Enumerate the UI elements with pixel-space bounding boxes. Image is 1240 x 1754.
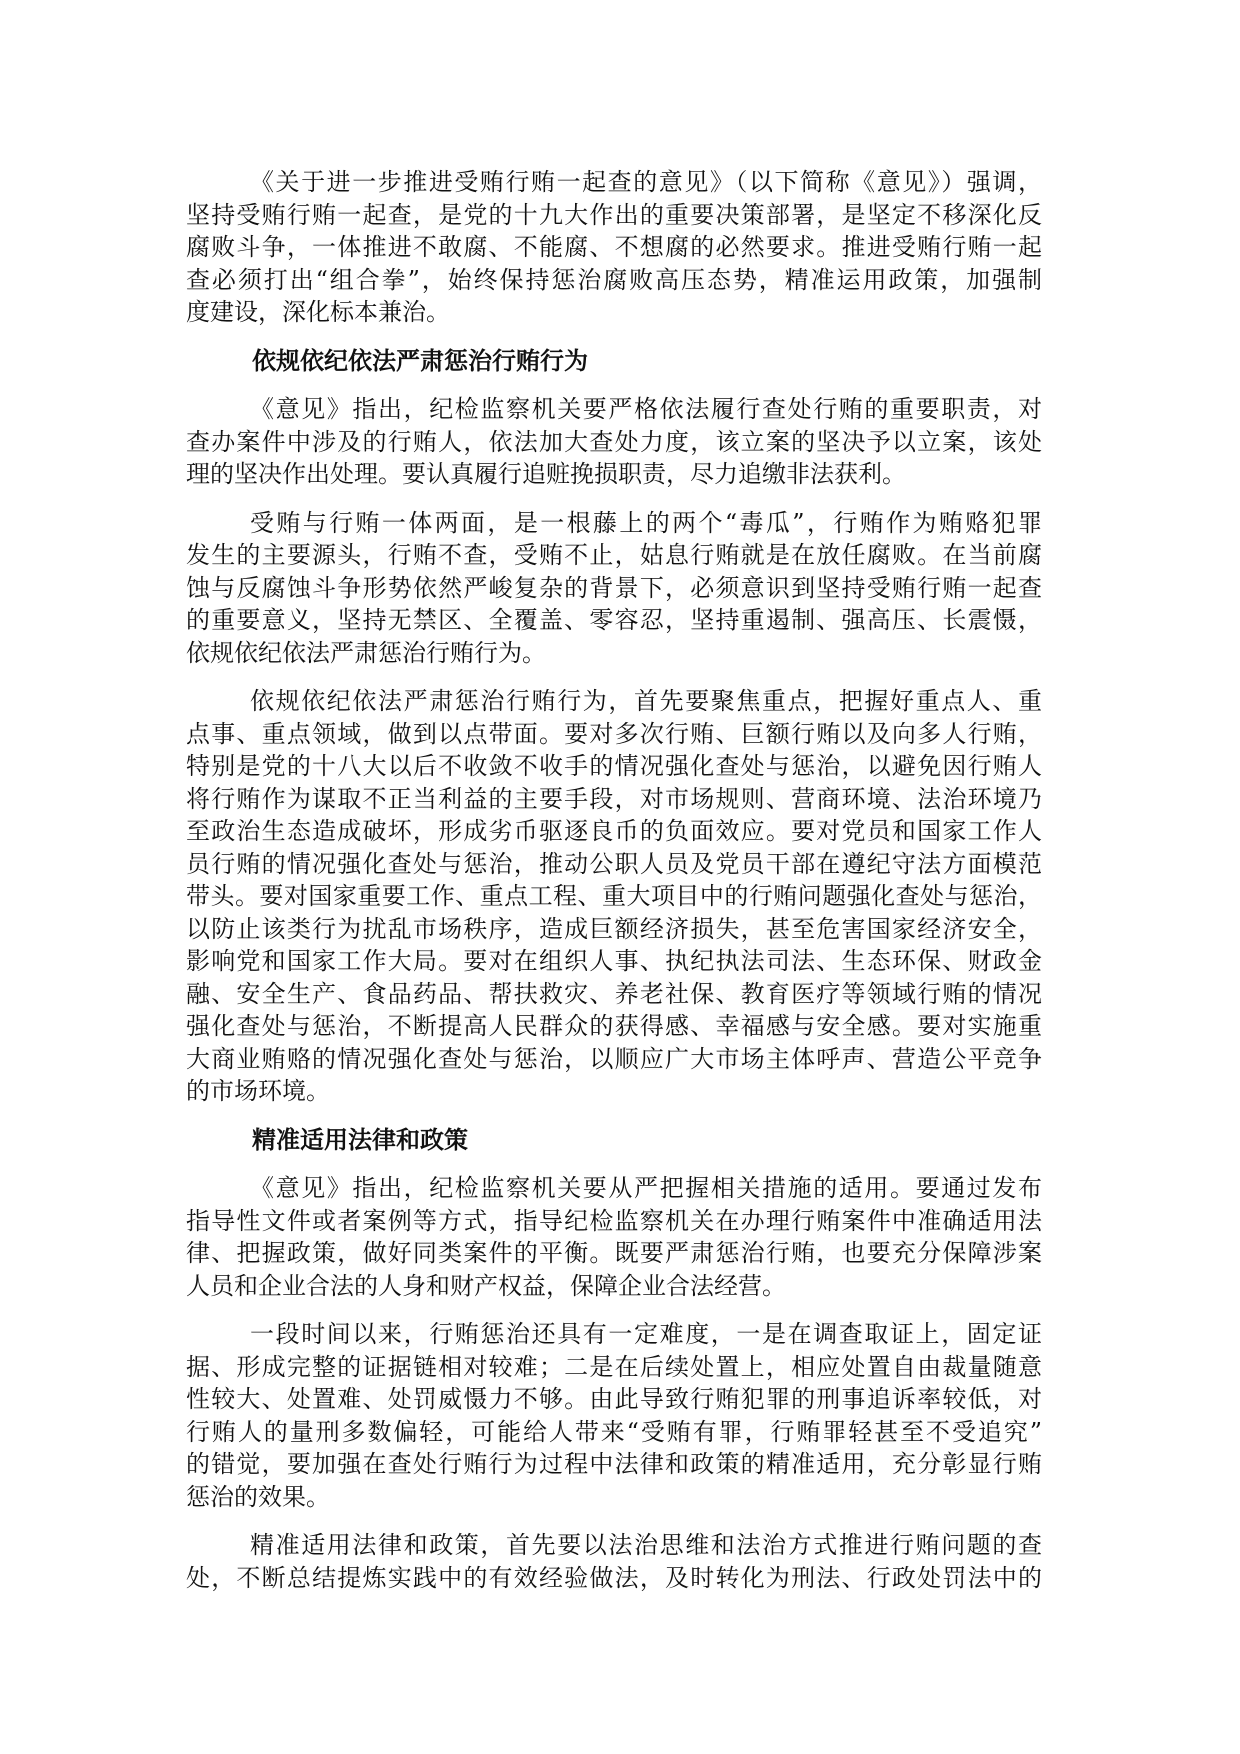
- paragraph: [186, 1529, 1042, 1594]
- text-line: 依规依纪依法严肃惩治行贿行为，首先要聚焦重点，把握好重点人、重: [250, 687, 1042, 715]
- text-line: 影响党和国家工作大局。要对在组织人事、执纪执法司法、生态环保、财政金: [186, 947, 1042, 975]
- text-line: 查办案件中涉及的行贿人，依法加大查处力度，该立案的坚决予以立案，该处: [186, 427, 1042, 456]
- text-line: 大商业贿赂的情况强化查处与惩治，以顺应广大市场主体呼声、营造公平竞争: [186, 1044, 1042, 1073]
- text-line: 性较大、处置难、处罚威慑力不够。由此导致行贿犯罪的刑事追诉率较低，对: [186, 1385, 1042, 1413]
- text-line: 强化查处与惩治，不断提高人民群众的获得感、幸福感与安全感。要对实施重: [186, 1012, 1042, 1040]
- text-line: 腐败斗争，一体推进不敢腐、不能腐、不想腐的必然要求。推进受贿行贿一起: [186, 233, 1042, 261]
- text-line: 指导性文件或者案例等方式，指导纪检监察机关在办理行贿案件中准确适用法: [186, 1206, 1042, 1235]
- text-line: 员行贿的情况强化查处与惩治，推动公职人员及党员干部在遵纪守法方面模范: [186, 849, 1042, 878]
- text-line: 精准适用法律和政策，首先要以法治思维和法治方式推进行贿问题的查: [250, 1531, 1042, 1559]
- paragraph: [186, 166, 1042, 329]
- paragraph: [186, 1318, 1042, 1513]
- section-heading: 精准适用法律和政策: [252, 1125, 468, 1154]
- text-line: 依规依纪依法严肃惩治行贿行为。: [186, 638, 546, 667]
- text-line: 发生的主要源头，行贿不查，受贿不止，姑息行贿就是在放任腐败。在当前腐: [186, 541, 1042, 569]
- text-line: 坚持受贿行贿一起查，是党的十九大作出的重要决策部署，是坚定不移深化反: [186, 200, 1042, 229]
- text-line: 特别是党的十八大以后不收敛不收手的情况强化查处与惩治，以避免因行贿人: [186, 752, 1042, 780]
- paragraph: [186, 1172, 1042, 1302]
- text-line: 查必须打出“组合拳”，始终保持惩治腐败高压态势，精准运用政策，加强制: [186, 265, 1042, 294]
- text-line: 惩治的效果。: [186, 1482, 330, 1511]
- text-line: 据、形成完整的证据链相对较难；二是在后续处置上，相应处置自由裁量随意: [186, 1352, 1042, 1381]
- text-line: 至政治生态造成破坏，形成劣币驱逐良币的负面效应。要对党员和国家工作人: [186, 817, 1042, 845]
- text-line: 将行贿作为谋取不正当利益的主要手段，对市场规则、营商环境、法治环境乃: [186, 784, 1042, 813]
- text-line: 点事、重点领域，做到以点带面。要对多次行贿、巨额行贿以及向多人行贿，: [186, 719, 1042, 748]
- text-line: 度建设，深化标本兼治。: [186, 298, 450, 326]
- text-line: 的重要意义，坚持无禁区、全覆盖、零容忍，坚持重遏制、强高压、长震慑，: [186, 606, 1042, 634]
- paragraph: [186, 393, 1042, 491]
- document-body: [186, 166, 1042, 1594]
- text-line: 理的坚决作出处理。要认真履行追赃挽损职责，尽力追缴非法获利。: [186, 460, 906, 488]
- text-line: 《意见》指出，纪检监察机关要从严把握相关措施的适用。要通过发布: [250, 1174, 1042, 1202]
- text-line: 蚀与反腐蚀斗争形势依然严峻复杂的背景下，必须意识到坚持受贿行贿一起查: [186, 573, 1042, 602]
- section-heading: 依规依纪依法严肃惩治行贿行为: [252, 346, 588, 375]
- text-line: 的错觉，要加强在查处行贿行为过程中法律和政策的精准适用，充分彰显行贿: [186, 1450, 1042, 1478]
- paragraph: [186, 685, 1042, 1108]
- text-line: 融、安全生产、食品药品、帮扶救灾、养老社保、教育医疗等领域行贿的情况: [186, 979, 1042, 1008]
- text-line: 律、把握政策，做好同类案件的平衡。既要严肃惩治行贿，也要充分保障涉案: [186, 1239, 1042, 1267]
- text-line: 人员和企业合法的人身和财产权益，保障企业合法经营。: [186, 1271, 786, 1300]
- text-line: 受贿与行贿一体两面，是一根藤上的两个“毒瓜”，行贿作为贿赂犯罪: [250, 508, 1042, 537]
- text-line: 《关于进一步推进受贿行贿一起查的意见》（以下简称《意见》）强调，: [250, 168, 1042, 196]
- text-line: 《意见》指出，纪检监察机关要严格依法履行查处行贿的重要职责，对: [250, 395, 1042, 423]
- text-line: 处，不断总结提炼实践中的有效经验做法，及时转化为刑法、行政处罚法中的: [186, 1563, 1042, 1592]
- text-line: 带头。要对国家重要工作、重点工程、重大项目中的行贿问题强化查处与惩治，: [186, 882, 1042, 910]
- text-line: 的市场环境。: [186, 1077, 330, 1105]
- paragraph: [186, 507, 1042, 670]
- text-line: 行贿人的量刑多数偏轻，可能给人带来“受贿有罪，行贿罪轻甚至不受追究”: [186, 1417, 1042, 1446]
- text-line: 以防止该类行为扰乱市场秩序，造成巨额经济损失，甚至危害国家经济安全，: [186, 914, 1042, 943]
- text-line: 一段时间以来，行贿惩治还具有一定难度，一是在调查取证上，固定证: [250, 1320, 1042, 1348]
